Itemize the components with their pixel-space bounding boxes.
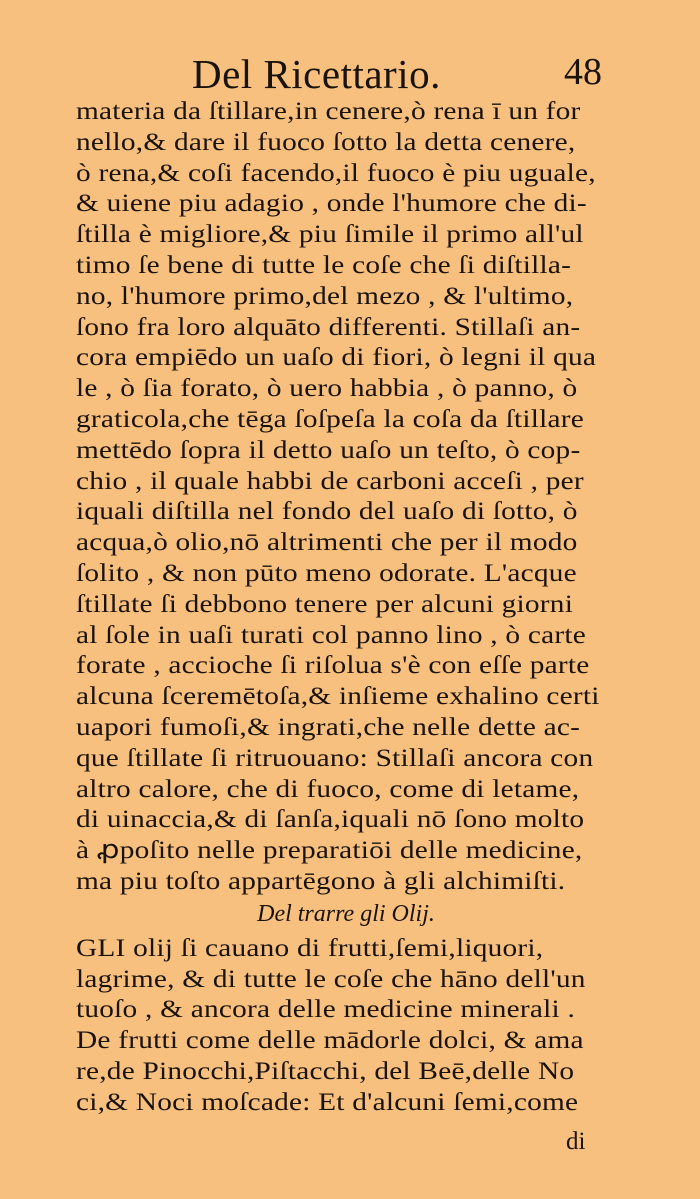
text-line: le , ò ſia forato, ò uero habbia , ò panno, ò: [76, 373, 578, 403]
text-block: [76, 96, 606, 1118]
text-line: chio , il quale habbi de carboni acceſi , per: [76, 465, 584, 495]
text-line: al ſole in uaſi turati col panno lino , ò carte: [76, 619, 587, 649]
text-line: ſolito , & non pūto meno odorate. L'acque: [76, 557, 577, 587]
text-line: uapori fumoſi,& ingrati,che nelle dette ac-: [76, 711, 581, 741]
text-line: à ꝓpoſito nelle preparatiōi delle medicine,: [76, 835, 583, 865]
page-header: [0, 50, 700, 98]
catchword: di: [566, 1128, 586, 1155]
text-line: lagrime, & di tutte le coſe che hāno dell'un: [76, 963, 586, 993]
text-line: iquali diſtilla nel fondo del uaſo di ſotto, ò: [76, 496, 578, 526]
text-line: ſtilla è migliore,& piu ſimile il primo all'ul: [76, 219, 584, 249]
text-line: cora empiēdo un uaſo di fiori, ò legni il qua: [76, 342, 597, 372]
page-number: 48: [564, 51, 602, 93]
text-line: ſono fra loro alquāto differenti. Stillaſi an-: [76, 311, 581, 341]
text-line: graticola,che tēga ſoſpeſa la coſa da ſtillare: [76, 403, 585, 433]
paragraph-distillation: [76, 96, 606, 897]
text-line: nello,& dare il fuoco ſotto la detta cenere,: [76, 126, 576, 156]
text-line: altro calore, che di fuoco, come di letame,: [76, 773, 580, 803]
text-line: De frutti come delle mādorle dolci, & ama: [76, 1025, 584, 1055]
text-line: ci,& Noci moſcade: Et d'alcuni ſemi,come: [76, 1086, 579, 1116]
text-line: tuoſo , & ancora delle medicine minerali .: [76, 994, 576, 1024]
text-line: ma piu toſto appartēgono à gli alchimiſti.: [76, 865, 566, 895]
text-line: ſtillate ſi debbono tenere per alcuni giorni: [76, 588, 574, 618]
text-line: ò rena,& coſi facendo,il fuoco è piu uguale,: [76, 157, 596, 187]
text-line: acqua,ò olio,nō altrimenti che per il modo: [76, 527, 578, 557]
text-line: que ſtillate ſi ritruouano: Stillaſi ancora con: [76, 742, 594, 772]
text-line: re,de Pinocchi,Piſtacchi, del Beē,delle No: [76, 1055, 575, 1085]
paragraph-oils: [76, 933, 606, 1118]
text-line: no, l'humore primo,del mezo , & l'ultimo,: [76, 280, 574, 310]
text-line: forate , accioche ſi riſolua s'è con eſſe parte: [76, 650, 590, 680]
text-line: timo ſe bene di tutte le coſe che ſi diſtilla-: [76, 249, 572, 279]
text-line: alcuna ſceremētoſa,& inſieme exhalino certi: [76, 681, 600, 711]
text-line: di uinaccia,& di ſanſa,iquali nō ſono molto: [76, 804, 585, 834]
running-head: Del Ricettario.: [192, 51, 441, 97]
text-line: mettēdo ſopra il detto uaſo un teſto, ò cop-: [76, 434, 581, 464]
text-line: materia da ſtillare,in cenere,ò rena ī un for: [76, 96, 581, 125]
text-line: & uiene piu adagio , onde l'humore che di-: [76, 188, 587, 218]
text-line: GLI olij ſi cauano di frutti,ſemi,liquori,: [76, 932, 544, 962]
section-heading: Del trarre gli Olij.: [257, 900, 435, 927]
